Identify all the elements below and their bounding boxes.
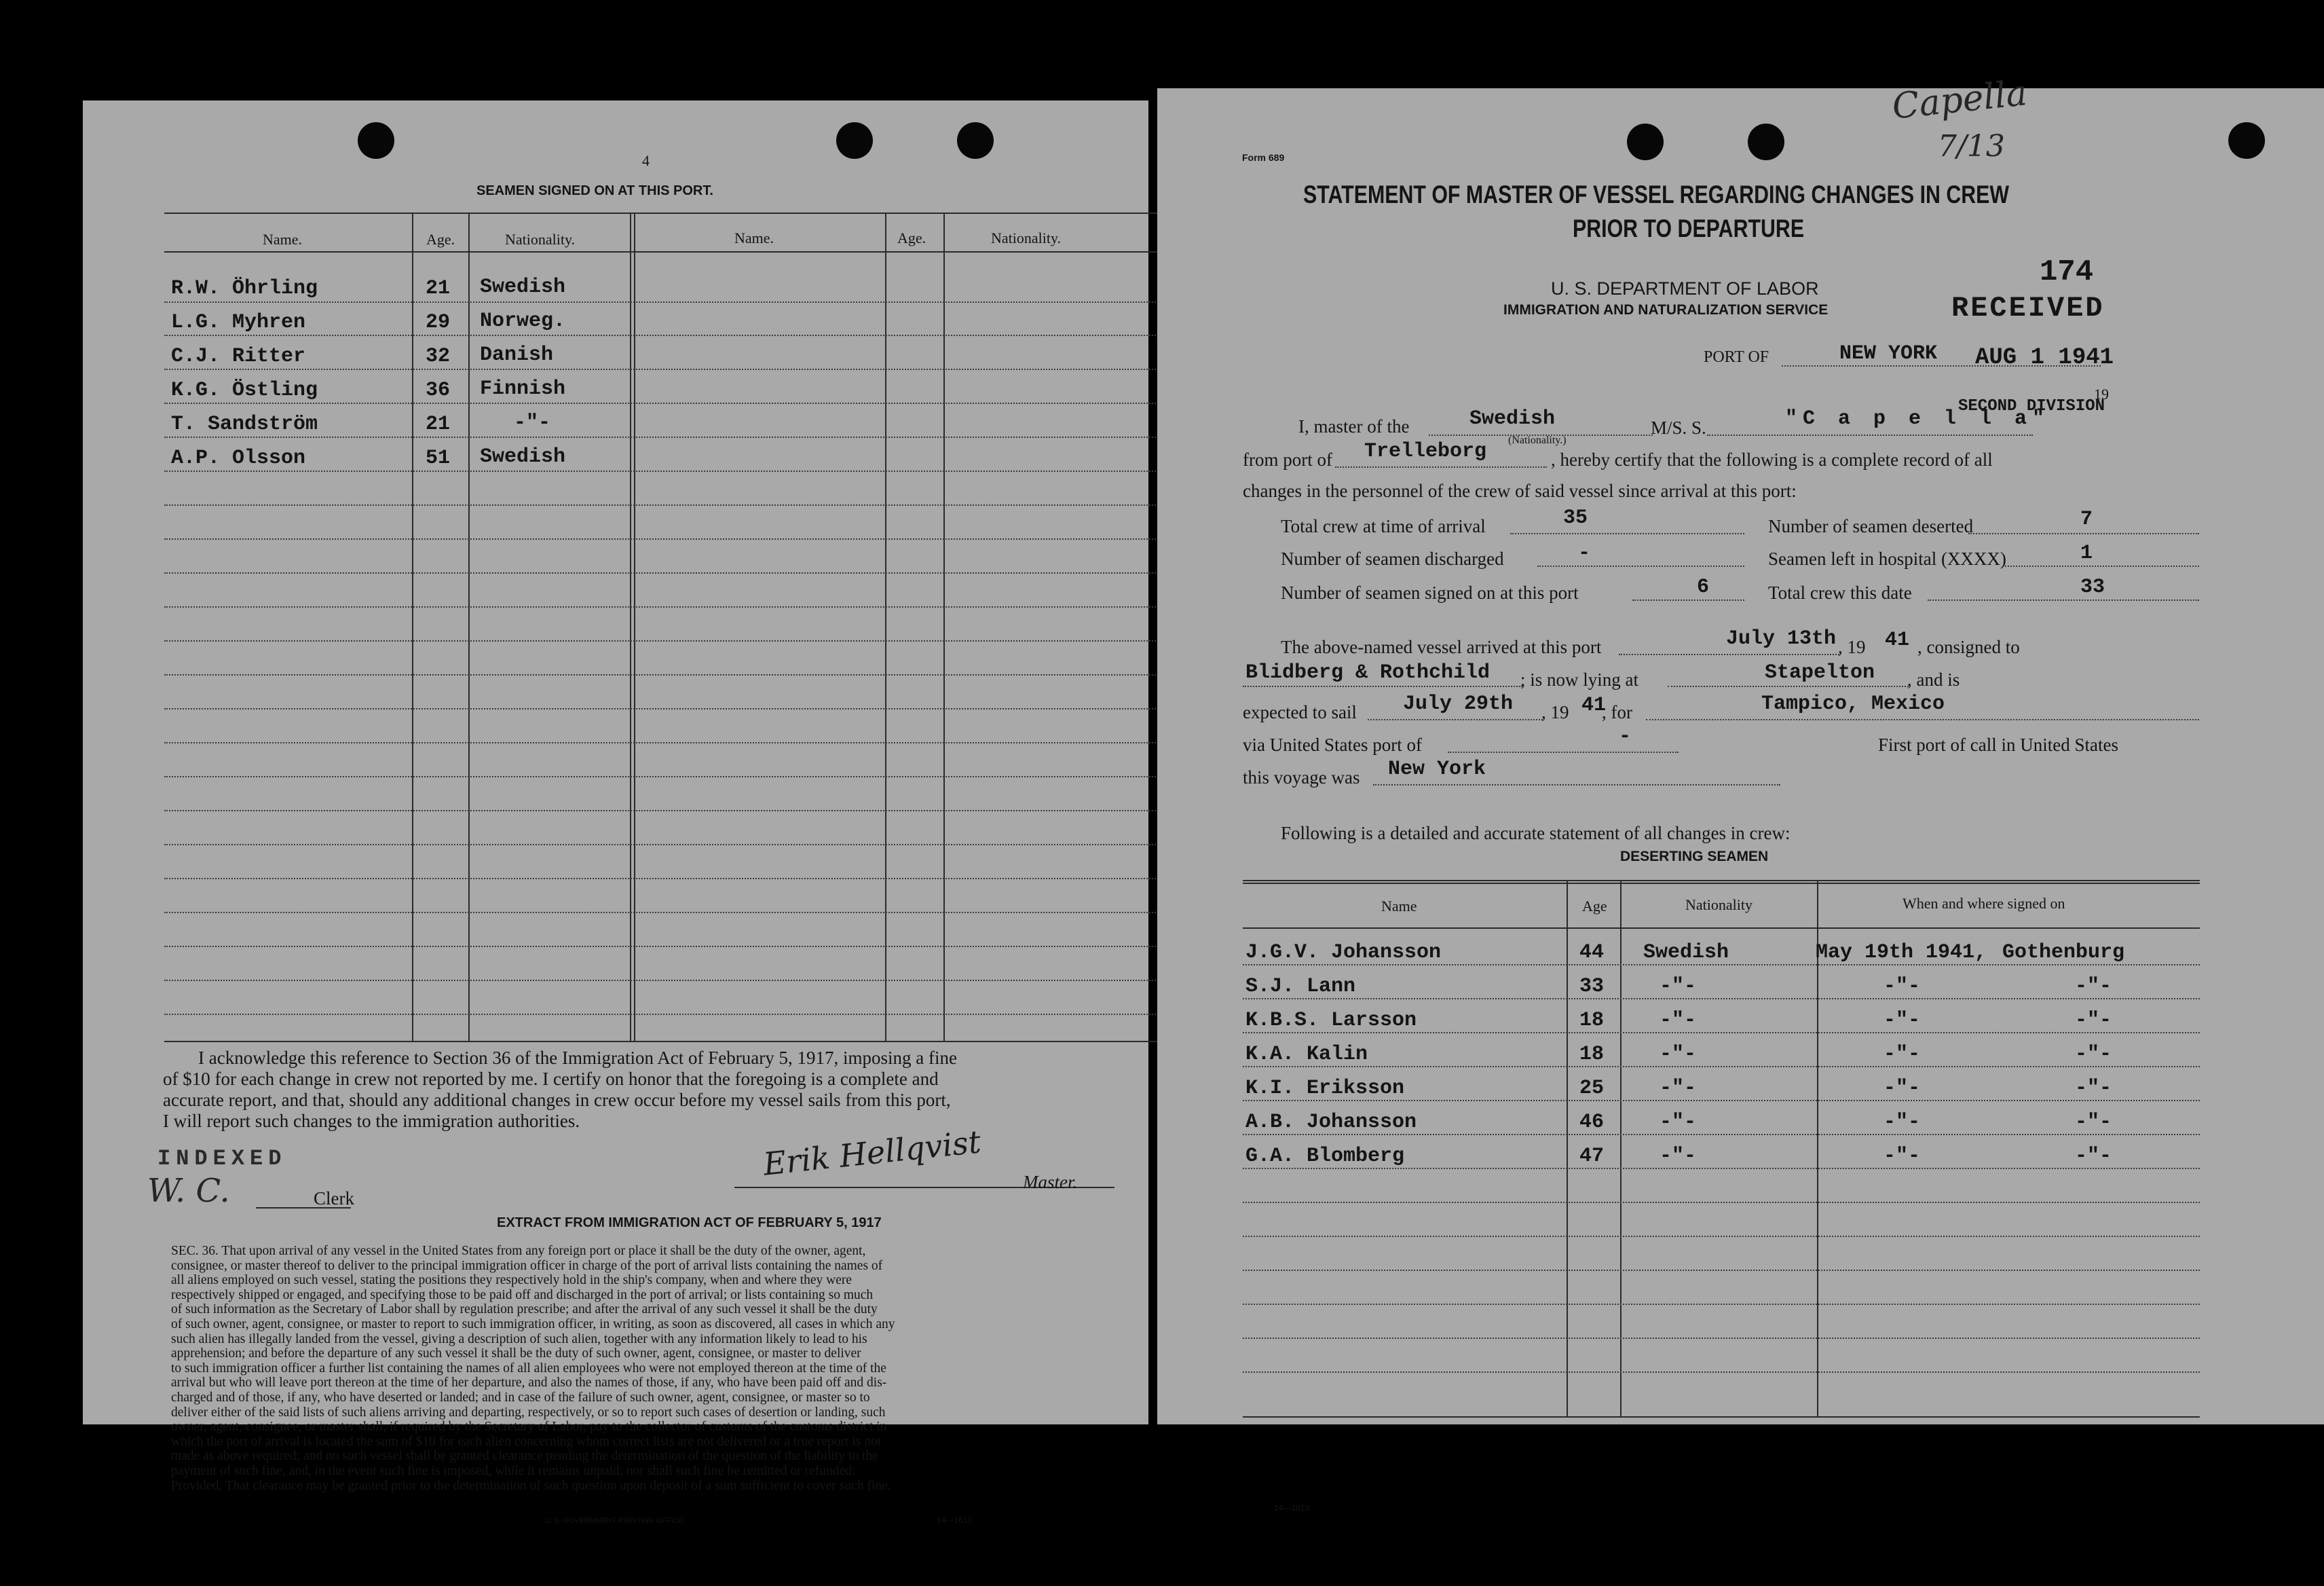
seaman-nationality: Finnish bbox=[480, 377, 566, 401]
deserter-where: -"- bbox=[2075, 975, 2112, 998]
hospital: 1 bbox=[2080, 542, 2093, 565]
deserter-where: -"- bbox=[2075, 1077, 2112, 1100]
deserter-name: S.J. Lann bbox=[1245, 975, 1356, 998]
arrived-date: July 13th bbox=[1726, 627, 1837, 650]
deserter-when: -"- bbox=[1883, 1077, 1921, 1100]
deserter-where: Gothenburg bbox=[2002, 941, 2125, 964]
department: U. S. DEPARTMENT OF LABOR bbox=[1551, 278, 1819, 299]
deserter-nationality: -"- bbox=[1660, 1145, 1697, 1168]
clerk-label: Clerk bbox=[314, 1188, 354, 1209]
now-lying-label: ; is now lying at bbox=[1520, 669, 1638, 690]
certify-text-2: changes in the personnel of the crew of said vessel since arrival at this port: bbox=[1243, 481, 1797, 501]
seaman-age: 29 bbox=[426, 311, 451, 334]
handwritten-ship-name: Capella bbox=[1890, 73, 2029, 128]
service: IMMIGRATION AND NATURALIZATION SERVICE bbox=[1503, 302, 1829, 318]
header-age-2: Age. bbox=[897, 229, 926, 246]
deserter-name: K.I. Eriksson bbox=[1245, 1077, 1405, 1100]
header-name: Name. bbox=[263, 231, 303, 248]
via-value: - bbox=[1619, 725, 1632, 748]
signed-on-label: Number of seamen signed on at this port bbox=[1281, 583, 1579, 603]
consignee: Blidberg & Rothchild bbox=[1245, 661, 1491, 684]
master-signature: Erik Hellqvist bbox=[762, 1123, 983, 1183]
deserter-when: -"- bbox=[1883, 1009, 1921, 1032]
total-crew-date-label: Total crew this date bbox=[1768, 583, 1912, 603]
deserting-header-nationality: Nationality bbox=[1685, 896, 1753, 913]
lying-at: Stapelton bbox=[1765, 661, 1875, 684]
deserter-when: May 19th 1941, bbox=[1816, 941, 1987, 964]
punch-hole bbox=[1748, 124, 1784, 160]
total-crew-arrival: 35 bbox=[1563, 506, 1588, 530]
expected-label: expected to sail bbox=[1243, 702, 1357, 722]
discharged-label: Number of seamen discharged bbox=[1281, 549, 1504, 569]
seaman-name: K.G. Östling bbox=[171, 379, 318, 402]
seaman-age: 21 bbox=[426, 413, 451, 436]
seaman-name: T. Sandström bbox=[171, 413, 318, 436]
extract-text: SEC. 36. That upon arrival of any vessel in the United States from any foreign port or place it shall be the duty of the owner, agent, consignee, or master thereof to deliver to the principal immigration officer in charge of the port of arrival lists containing the names of all aliens employed on such vessel, stating the positions they respectively hold in the ship's company, when and where they were respectively shipped or engaged, and specifying those to be paid off and discharged in the port of arrival; or lists containing so much of such information as the Secretary of Labor shall by regulation prescribe; and after the arrival of any such vessel it shall be the duty of such owner, agent, consignee, or master to report to such immigration officer, in writing, as soon as discovered, all cases in which any such alien has illegally landed from the vessel, giving a description of such alien, together with any information likely to lead to his apprehension; and before the departure of any such vessel it shall be the duty of such owner, agent, consignee, or master to deliver to such immigration officer a further list containing the names of all alien employees who were not employed thereon at the time of the arrival but who will leave port thereon at the time of her departure, and also the names of those, if any, who have been paid off and dis- charged and of those, if any, who have deserted or landed; and in case of the failure of such owner, agent, consignee, or master so to deliver either of the said lists of such aliens arriving and departing, respectively, or so to report such cases of desertion or landing, such owner, agent, consignee, or master shall, if required by the Secretary of Labor, pay to the collector of customs of the customs district in which the port of arrival is located the sum of $10 for each alien concerning whom correct lists are not delivered or a true report is not made as above required; and no such vessel shall be granted clearance pending the determination of the question of the liability to the payment of such fine, and, in the event such fine is imposed, while it remains unpaid; nor shall such fine be remitted or refunded: Provided, That clearance may be granted prior to the determination of such question upon deposit of a sum sufficient to cover such fine. bbox=[171, 1244, 895, 1493]
nationality-caption: (Nationality.) bbox=[1508, 435, 1567, 446]
indexed-stamp: INDEXED bbox=[157, 1146, 287, 1171]
master-of-label: I, master of the bbox=[1298, 416, 1410, 437]
punch-hole bbox=[957, 122, 994, 159]
stamp-number: 174 bbox=[2040, 255, 2094, 289]
voyage-label: this voyage was bbox=[1243, 767, 1360, 788]
seaman-name: A.P. Olsson bbox=[171, 447, 306, 470]
handwritten-date: 7/13 bbox=[1938, 129, 2005, 164]
deserter-nationality: -"- bbox=[1660, 1009, 1697, 1032]
deserter-when: -"- bbox=[1883, 1145, 1921, 1168]
expected-year-prefix: , 19 bbox=[1541, 702, 1569, 722]
discharged: - bbox=[1578, 542, 1591, 565]
deserter-where: -"- bbox=[2075, 1043, 2112, 1066]
destination: Tampico, Mexico bbox=[1761, 693, 1945, 716]
punch-hole bbox=[1627, 124, 1664, 160]
punch-hole bbox=[836, 122, 873, 159]
division-stamp: SECOND DIVISION bbox=[1958, 397, 2105, 416]
deserter-name: K.B.S. Larsson bbox=[1245, 1009, 1417, 1032]
deserter-name: J.G.V. Johansson bbox=[1245, 941, 1442, 964]
deserted: 7 bbox=[2080, 508, 2093, 531]
printing-office: U. S. GOVERNMENT PRINTING OFFICE bbox=[544, 1517, 684, 1525]
signed-on: 6 bbox=[1697, 576, 1710, 599]
document-subtitle: PRIOR TO DEPARTURE bbox=[1573, 215, 1805, 242]
received-date: AUG 1 1941 bbox=[1975, 345, 2114, 371]
deserting-header-age: Age bbox=[1582, 898, 1607, 915]
year-suffix: 19 bbox=[2094, 386, 2109, 403]
clerk-initials: W. C. bbox=[147, 1172, 230, 1210]
first-port-label: First port of call in United States bbox=[1878, 735, 2118, 755]
port-value: NEW YORK bbox=[1839, 342, 1938, 365]
header-nationality: Nationality. bbox=[505, 231, 576, 248]
deserter-where: -"- bbox=[2075, 1145, 2112, 1168]
deserter-name: A.B. Johansson bbox=[1245, 1111, 1417, 1134]
master-label: Master. bbox=[1023, 1172, 1078, 1192]
voyage-value: New York bbox=[1388, 758, 1486, 781]
total-crew-date: 33 bbox=[2080, 576, 2105, 599]
deserter-name: G.A. Blomberg bbox=[1245, 1145, 1405, 1168]
seaman-nationality: Swedish bbox=[480, 276, 566, 299]
from-port-value: Trelleborg bbox=[1364, 440, 1487, 463]
deserting-header-name: Name bbox=[1381, 898, 1417, 915]
consigned-to-label: , consigned to bbox=[1917, 637, 2020, 657]
document-title: STATEMENT OF MASTER OF VESSEL REGARDING CHANGES IN CREW bbox=[1303, 181, 2010, 208]
deserter-age: 44 bbox=[1579, 941, 1605, 964]
header-age: Age. bbox=[426, 231, 455, 248]
section-title: SEAMEN SIGNED ON AT THIS PORT. bbox=[476, 183, 713, 198]
deserter-where: -"- bbox=[2075, 1111, 2112, 1134]
extract-title: EXTRACT FROM IMMIGRATION ACT OF FEBRUARY 5, 1917 bbox=[497, 1215, 882, 1230]
certify-text: , hereby certify that the following is a complete record of all bbox=[1551, 449, 1993, 470]
deserter-age: 46 bbox=[1579, 1111, 1605, 1134]
deserter-nationality: -"- bbox=[1660, 1043, 1697, 1066]
form-code: 14—1613 bbox=[937, 1515, 973, 1525]
deserted-label: Number of seamen deserted bbox=[1768, 516, 1974, 536]
arrived-year-prefix: , 19 bbox=[1838, 637, 1866, 657]
total-crew-arrival-label: Total crew at time of arrival bbox=[1281, 516, 1486, 536]
seaman-age: 32 bbox=[426, 345, 451, 368]
page-number: 4 bbox=[642, 152, 650, 169]
seaman-age: 21 bbox=[426, 277, 451, 300]
nationality-value: Swedish bbox=[1469, 407, 1556, 430]
arrived-label: The above-named vessel arrived at this port bbox=[1281, 637, 1602, 657]
vessel-name: "C a p e l l a" bbox=[1785, 407, 2050, 430]
from-port-label: from port of bbox=[1243, 449, 1332, 470]
deserting-header-when-where: When and where signed on bbox=[1903, 895, 2065, 912]
punch-hole bbox=[358, 122, 394, 159]
deserter-when: -"- bbox=[1883, 1043, 1921, 1066]
seaman-age: 51 bbox=[426, 447, 451, 470]
seaman-age: 36 bbox=[426, 379, 451, 402]
deserter-when: -"- bbox=[1883, 975, 1921, 998]
deserter-nationality: -"- bbox=[1660, 1111, 1697, 1134]
seaman-nationality: -"- bbox=[514, 411, 551, 435]
via-label: via United States port of bbox=[1243, 735, 1422, 755]
header-name-2: Name. bbox=[734, 229, 774, 246]
received-stamp: RECEIVED bbox=[1951, 292, 2105, 325]
hospital-label: Seamen left in hospital (XXXX) bbox=[1768, 549, 2006, 569]
header-nationality-2: Nationality. bbox=[991, 229, 1062, 246]
following-text: Following is a detailed and accurate statement of all changes in crew: bbox=[1281, 823, 1791, 843]
deserter-name: K.A. Kalin bbox=[1245, 1043, 1368, 1066]
seaman-nationality: Norweg. bbox=[480, 310, 566, 333]
seaman-name: R.W. Öhrling bbox=[171, 277, 318, 300]
seaman-nationality: Danish bbox=[480, 344, 554, 367]
punch-hole bbox=[2228, 122, 2265, 159]
deserter-age: 33 bbox=[1579, 975, 1605, 998]
deserting-title: DESERTING SEAMEN bbox=[1620, 849, 1769, 864]
deserter-nationality: -"- bbox=[1660, 975, 1697, 998]
right-page bbox=[1157, 73, 2324, 1513]
for-label: , for bbox=[1602, 702, 1632, 722]
deserter-age: 47 bbox=[1579, 1145, 1605, 1168]
deserter-when: -"- bbox=[1883, 1111, 1921, 1134]
deserter-age: 18 bbox=[1579, 1043, 1605, 1066]
deserter-nationality: -"- bbox=[1660, 1077, 1697, 1100]
port-label: PORT OF bbox=[1704, 348, 1769, 366]
expected-date: July 29th bbox=[1403, 693, 1514, 716]
arrived-year: 41 bbox=[1885, 629, 1910, 652]
deserter-nationality: Swedish bbox=[1643, 941, 1729, 964]
seaman-name: L.G. Myhren bbox=[171, 311, 306, 334]
seaman-name: C.J. Ritter bbox=[171, 345, 306, 368]
left-page: 4 SEAMEN SIGNED ON AT THIS PORT. Name. Age. Nationality. Name. Age. Nationality. R.W. Öhrling 21 Swedish L.G. Myhren 29 Norweg. C.J. Ritter 32 Danish K.G. Östling 36 Finnish T. Sandström 21 -"- A.P. Olsson 51 Swedish I acknowledge this reference to Section 36 of the Immigration Act of February 5, 1917, imposing a fine of $10 for each change in crew not reported by me. I certify on honor that the foregoing is a complete and accurate report, and that, should any additional changes in crew occur before my vessel sails from this port, I will report such changes to the immigration authorities. INDEXED W. C. Clerk Erik Hellqvist Master. EXTRACT FROM IMMIGRATION ACT OF FEBRUARY 5, 1917 SEC. 36. That upon arrival of any vessel in the United States from any foreign port or place it shall be the duty of the owner, agent, consignee, or master thereof to deliver to the principal immigration officer in charge of the port of arrival lists containing the names of all aliens employed on such vessel, stating the positions they respectively hold in the ship's company, when and where they were respectively shipped or engaged, and specifying those to be paid off and discharged in the port of arrival; or lists containing so much of such information as the Secretary of Labor shall by regulation prescribe; and after the arrival of any such vessel it shall be the duty of such owner, agent, consignee, or master to report to such immigration officer, in writing, as soon as discovered, all cases in which any such alien has illegally landed from the vessel, giving a description of such alien, together with any information likely to lead to his apprehension; and before the departure of any such vessel it shall be the duty of such owner, agent, consignee, or master to deliver to such immigration officer a further list containing the names of all alien employees who were not employed thereon at the time of the arrival but who will leave port thereon at the time of her departure, and also the names of those, if any, who have been paid off and dis- charged and of those, if any, who have deserted or landed; and in case of the failure of such owner, agent, consignee, or master so to deliver either of the said lists of such aliens arriving and departing, respectively, or so to report such cases of desertion or landing, such owner, agent, consignee, or master shall, if required by the Secretary of Labor, pay to the collector of customs of the customs district in which the port of arrival is located the sum of $10 for each alien concerning whom correct lists are not delivered or a true report is not made as above required; and no such vessel shall be granted clearance pending the determination of the question of the liability to the payment of such fine, and, in the event such fine is imposed, while it remains unpaid; nor shall such fine be remitted or refunded: Provided, That clearance may be granted prior to the determination of such question upon deposit of a sum sufficient to cover such fine. U. S. GOVERNMENT PRINTING OFFICE 14—1613 bbox=[83, 100, 1148, 1424]
vessel-type: M/S. S. bbox=[1651, 418, 1706, 438]
deserter-age: 18 bbox=[1579, 1009, 1605, 1032]
form-code: 14—1613 bbox=[1274, 1503, 1310, 1513]
deserter-where: -"- bbox=[2075, 1009, 2112, 1032]
and-is-label: , and is bbox=[1907, 669, 1960, 690]
form-number: Form 689 bbox=[1242, 152, 1285, 163]
deserter-age: 25 bbox=[1579, 1077, 1605, 1100]
expected-year: 41 bbox=[1581, 694, 1607, 717]
seaman-nationality: Swedish bbox=[480, 445, 566, 468]
